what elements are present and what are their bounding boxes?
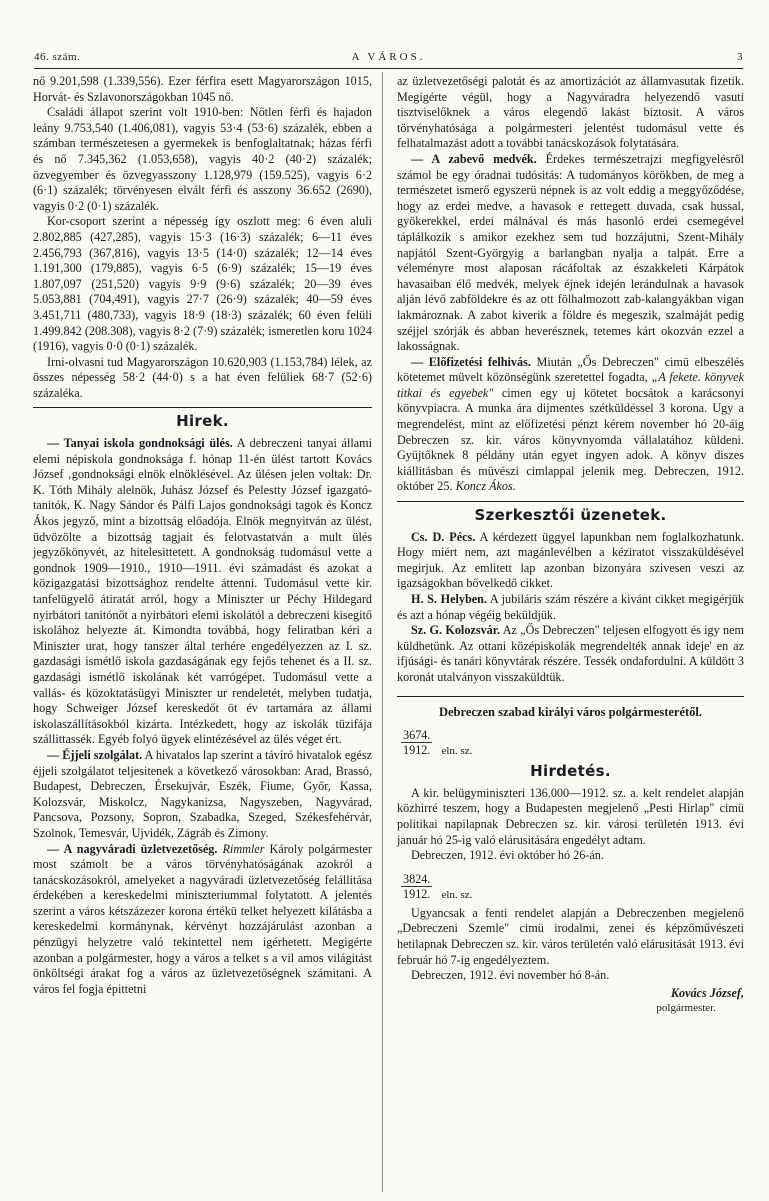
news-item-night-service bbox=[33, 748, 372, 842]
registry-number-1-num: 3674. bbox=[403, 728, 431, 743]
news-item-nagyvarad-body: Károly polgármester most számolt be a város törvényhatóságának azokról a tanácskozásokról, amelyeket a nagyváradi üzletvezetőség felállitása érdekében a kereskedelmi miniszteriummal folytatott. A jelentés szerint a város kétszázezer korona értékü telket helyezett kilátásba a kereskedelmi kormánynak, kérvényt hozzájárulást azonban a pénzügyi helyzetre való tekintettel nem igérhetett. Megigérte azonban a polgármester, hogy a város a telket s a vil amos világitást önköltségi árakat fog a város az üzletvezetőségnek számitani. A város fel fogja épittetni bbox=[33, 841, 372, 996]
mayor-office-heading: Debreczen szabad királyi város polgármesterétől. bbox=[438, 704, 703, 719]
news-item-subscription-title: — Előfizetési felhivás. bbox=[411, 354, 531, 369]
registry-number-2-year-text: 1912. bbox=[403, 886, 431, 901]
stats-paragraph-2: Családi állapot szerint volt 1910-ben: Nőtlen férfi és hajadon leány 9.753,540 (1.406,081), vagyis 53·4 (53·6) százalék, ebben a számban természetesen a gyermekek is benfoglaltatnak; házas férfi és nő 7.345,362 (1.053,658), vagyis 40·2 (40·2) százalék; özvegyember és özvegyasszony 1.128,979 (159.525), vagyis 6·2 (6·1) százalék; törvényesen elvált férfi és asszony 36.652 (2690), vagyis 0·2 (0·1) százalék. bbox=[33, 105, 372, 213]
editor-messages-heading: Szerkesztői üzenetek. bbox=[474, 506, 667, 525]
issue-number: 46. szám. bbox=[34, 51, 81, 64]
stats-paragraph-3: Kor-csoport szerint a népesség így oszlott meg: 6 éven aluli 2.802,885 (427,285), vagyis 15·3 (16·3) százalék; 6—11 éves 2.456,793 (367,816), vagyis 13·5 (14·0) százalék; 12—14 éves 1.191,300 (179,885), vagyis 6·5 (6·9) százalék; 15—19 éves 1.807,097 (251,520) vagyis 9·9 (9·6) százalék; 20—39 éves 5.053,881 (704,491), vagyis 27·7 (26·9) százalék; 40—59 éves 3.451,711 (480,733), vagyis 18·9 (18·3) százalék; 60 éven felüli 1.499.842 (208.308), vagyis 8·2 (7·9) százalék; ismeretlen koru 1024 (1916), vagyis 0·0 (0·1) százalék. bbox=[33, 214, 372, 354]
news-item-school-body: A debreczeni tanyai állami elemi népiskola gondnoksága f. hónap 11-én ülést tartott Kovács József ‚gondnoksági elnök elnöklésével. Az ülésen jelen voltak: Dr. K. Tóth Mihály alelnök, Juhász József és Pelestty József igazgató-tanitók, K. Nagy Sándor és Pálfi Lajos gondnoksági tagok és Koncz Ákos jegyző, mint a bizottság előadója. Elnök megnyitván az ülést, üdvözölte a bizottság tagjait és felotvastatván a mult ülés jegyzőkönyvét, az hitelesittetett. A gondnokság tudomásul vette a gondnok 1909—1910., 1910—1911. évi számadást és azokat a közigazgatási bizottsághoz rendelte áttenni. Tudomásul vette kir. tanfelügyelő átiratát arról, hogy a Miniszter ur Péchy Hildegard nyirbátori tanitónőt a nyirbátori elemi iskolától a debreczeni kisegitő iskolához helyezte át. Kimondta továbbá, hogy feliratban kéri a Miniszter urat, hogy tanszer által terhére engedélyezzen az I. sz. gazdasági ismétlő iskola gazdaságának egy fejős tehenet és a II. sz. gazdasági ismétlő iskolának két varrógépet. Tudomásul vette a vallás- és közoktatásügyi Miniszter ur rendeletét, melyben tudatja, hogy Schweiger József kereskedőt öt év tartamára az állami iskolaszállításokból kizárta. Intézkedett, hogy az iskolák tüzifája szállittassék. Egyéb folyó ügyek elintézésével az ülés véget ért. bbox=[33, 436, 372, 747]
registry-number-1-year bbox=[401, 743, 744, 758]
section-divider bbox=[33, 407, 372, 408]
news-item-school-title: — Tanyai iskola gondnoksági ülés. bbox=[47, 436, 233, 451]
news-item-nagyvarad bbox=[33, 842, 372, 998]
page-number: 3 bbox=[737, 51, 743, 64]
editor-message-helyben bbox=[397, 592, 744, 623]
advertisement-date-2: Debreczen, 1912. évi november hó 8-án. bbox=[411, 968, 610, 983]
news-item-subscription-book-title: „A fekete. könyvek titkai és egyebek" bbox=[397, 370, 744, 400]
page-header bbox=[34, 48, 743, 69]
editor-message-pecs-body: A kérdezett üggyel lapunkban nem foglalkozhatunk. Hogy miért nem, azt magánlevélben a kéziratot visszaküldésével megirjuk. Az emlitett lap azonban bizonyára szivesen veszi az igazságokban bővelkedő cikket. bbox=[397, 529, 745, 591]
section-divider bbox=[397, 696, 744, 697]
editor-message-pecs-title: Cs. D. Pécs. bbox=[411, 529, 476, 544]
advertisement-paragraph-1: A kir. belügyminiszteri 136.000—1912. sz. a. kelt rendelet alapján közhirré teszem, hogy a Budapesten megjelenő „Pesti Hirlap" cimü politikai napilapnak Debreczen sz. kir. városi területén 1913. évi január hó 25-ig való elárusitására engedélyt adtam. bbox=[397, 785, 744, 847]
news-item-bears bbox=[397, 152, 744, 355]
editor-message-pecs bbox=[397, 530, 744, 592]
continued-paragraph: az üzletvezetőségi palotát és az amortizációt az államvasutak fizetik. Megigérte végül, hogy a Nagyváradra helyezendő vasuti tisztviselőknek a város elegendő lakást biztosit. A város törvényhatósága a polgármesteri jelentést tudomásul vette és felhatalmazást adott a további tanácskozások folytatására. bbox=[397, 74, 744, 151]
mayor-title: polgármester. bbox=[656, 1002, 716, 1015]
editor-message-helyben-title: H. S. Helyben. bbox=[411, 592, 487, 606]
news-item-night-service-body: A hivatalos lap szerint a távíró hivatalok egész éjjeli szolgálatot teljesitenek a következő városokban: Arad, Brassó, Budapest, Debreczen, Érsekujvár, Eszék, Fiume, Győr, Kassa, Kolozsvár, Miskolcz, Nagykanizsa, Nagyszeben, Nagyvárad, Pancsova, Pozsony, Sopron, Szabadka, Szeged, Székesfehérvár, Szolnok, Temesvár, Ujvidék, Zágráb és Zimony. bbox=[33, 747, 372, 840]
advertisement-date-1: Debreczen, 1912. évi október hó 26-án. bbox=[411, 848, 604, 863]
news-item-bears-title: — A zabevő medvék. bbox=[411, 151, 537, 166]
stats-paragraph-1: nő 9.201,598 (1.339,556). Ezer férfira esett Magyarországon 1015, Horvát- és Szlavonországokban 1045 nő. bbox=[33, 74, 372, 104]
news-item-bears-body: Érdekes természetrajzi megfigyelésről számol be egy óradnai tudósitás: A tudományos körökben, de meg a természetet ismerő egyszerü népnek is az volt eddig a meggyőződése, hogy az erdei medve, a havasok e rettegett duvada, csak hussal, gyökerekkel, erdei málnával és más hasonló erdei csemegével táplálkozik s amikor ezekhez sem tud hozzájutni, Szent-Mihály napjától Szent-Györgyig a barlangban nyalja a talpát. Erre a véleményre most alaposan rácáfoltak az északkeleti Kárpátok havasaiban élő medvék, melyek éjnek idején lerándulnak a havasok alján lévő zabföldekre és az ott fölhalmozott zab-kalangyákban vigan lakmároznak. A zabot kiverik a földre és megeszik, szalmáját pedig széjjel szórják és abban heverésznek, tetemes kárt okozván ezzel a lakosságnak. bbox=[397, 151, 745, 354]
column-divider bbox=[382, 72, 383, 1192]
registry-number-2 bbox=[401, 872, 744, 902]
news-item-nagyvarad-name: Rimmler bbox=[222, 841, 265, 856]
stats-paragraph-4: Irni-olvasni tud Magyarországon 10.620,903 (1.153,784) lélek, az összes népesség 58·2 (44·0) s a hat éven felüliek 68·7 (52·6) százaléka. bbox=[33, 354, 372, 400]
registry-number-2-eln: eln. sz. bbox=[441, 888, 473, 901]
news-item-night-service-title: — Éjjeli szolgálat. bbox=[47, 747, 143, 762]
editor-message-kolozsvar bbox=[397, 623, 744, 685]
registry-number-1-year-text: 1912. bbox=[403, 743, 431, 758]
left-column bbox=[33, 74, 372, 997]
editor-message-kolozsvar-body: Az „Ős Debreczen" teljesen elfogyott és igy nem küldhetünk. Az ottani középiskolák megrendelték annak ideje' en az ifjúsági- és tanári könyvtárak részére. Tessék ondafordulni. A küldött 3 koronát utalványon visszaküldtük. bbox=[397, 623, 745, 684]
news-item-subscription-body-1: Miután „Ős Debreczen" cimü elbeszélés kötetemet müvelt közönségünk szeretettel fogadta, bbox=[397, 354, 745, 385]
hirek-heading: Hirek. bbox=[176, 412, 229, 431]
news-item-subscription bbox=[397, 355, 744, 495]
editor-message-helyben-body: A jubiláris szám részére a kivánt cikket megigérjük és azt a hónap végéig beküldjük. bbox=[397, 592, 745, 622]
mayor-signature: Kovács József, bbox=[670, 985, 744, 1000]
advertisement-heading: Hirdetés. bbox=[530, 762, 611, 781]
registry-number-2-num: 3824. bbox=[403, 871, 431, 886]
news-item-subscription-body-2: cimen egy uj kötetet bocsátok a karácsonyi könyvpiacra. A munka ára dijmentes szétküldéssel 3 korona. Ugy a megrendelést, mint az előfizetési pénzt kérem november hó 20-áig Debreczen sz. kir. város könyvnyomda vállalatához küldeni. Gyüjtőknek 8 példány után egyet ingyen adok. A könyv diszes kiállitásban és müvészi cimlappal jelenik meg. Debreczen, 1912. október 25. bbox=[397, 385, 744, 494]
editor-message-kolozsvar-title: Sz. G. Kolozsvár. bbox=[411, 623, 501, 638]
registry-number-1-eln: eln. sz. bbox=[441, 745, 473, 758]
registry-number-2-year bbox=[401, 887, 744, 902]
right-column bbox=[397, 74, 744, 1017]
news-item-school bbox=[33, 436, 372, 748]
section-divider bbox=[397, 501, 744, 502]
paper-title: A VÁROS. bbox=[351, 51, 426, 64]
news-item-subscription-signature: Koncz Ákos. bbox=[455, 479, 516, 494]
advertisement-paragraph-2: Ugyancsak a fenti rendelet alapján a Debreczenben megjelenő „Debreczeni Szemle" cimü irodalmi, zenei és képzőművészeti hetilapnak Debreczen sz. kir. város területén való elárusitását 1913. évi február hó 7-ig engedélyeztem. bbox=[397, 905, 744, 967]
news-item-nagyvarad-title: — A nagyváradi üzletvezetőség. bbox=[47, 841, 218, 856]
registry-number-1 bbox=[401, 728, 744, 758]
